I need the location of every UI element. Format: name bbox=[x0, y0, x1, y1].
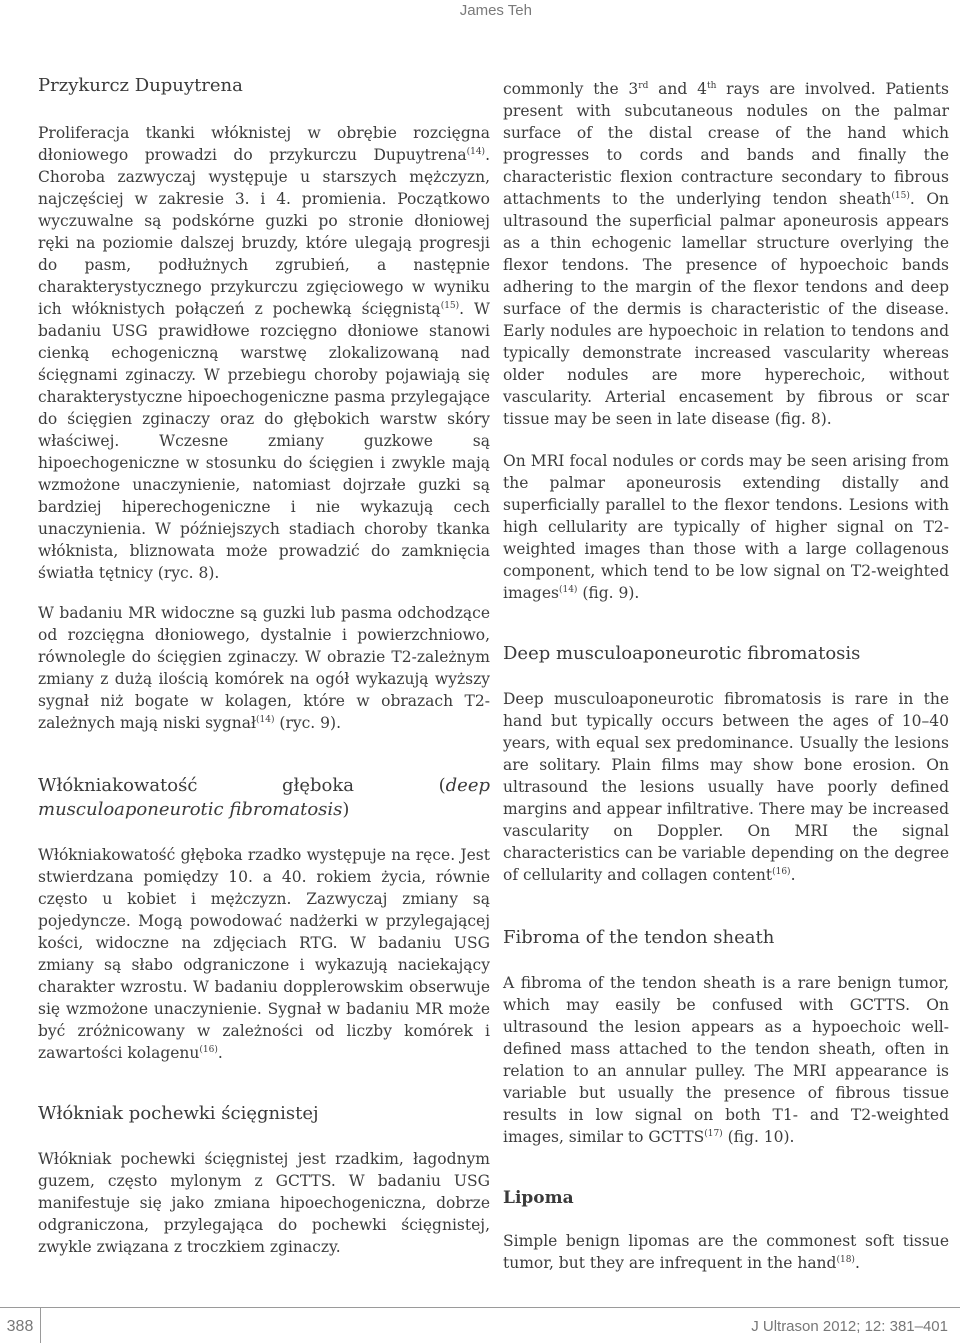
running-header bbox=[0, 0, 960, 24]
paragraph: A fibroma of the tendon sheath is a rare benign tumor, which may easily be confused with GCTTS. On ultrasound the lesion appears as a hypoechoic well-defined mass attached to the tendon sheath, often in relation to an annular pulley. The MRI appearance is variable but usually the presence of fibrous tissue results in low signal on both T1- and T2-weighted images, similar to GCTTS$^{(17)}$ (fig. 10). bbox=[503, 974, 949, 1146]
journal-citation: J Ultrason 2012; 12: 381–401 bbox=[751, 1318, 948, 1335]
paragraph: Włókniak pochewki ścięgnistej jest rzadkim, łagodnym guzem, często mylonym z GCTTS. W badaniu USG manifestuje się jako zmiana hipoechogeniczna, dobrze odgraniczona, przylegająca do pochewki ścięgnistej, zwykle związana z troczkiem zginaczy. bbox=[38, 1150, 490, 1256]
section-title-lipoma: Lipoma bbox=[503, 1188, 574, 1208]
paragraph: Włókniakowatość głęboka rzadko występuje na ręce. Jest stwierdzana pomiędzy 10. a 40. rokiem życia, równie często u kobiet i mężczyzn. Zazwyczaj zmiany są pojedyncze. Mogą powodować nadżerki w przylegającej kości, widoczne na zdjęciach RTG. W badaniu USG zmiany są słabo odgraniczone i wykazują naciekający charakter wzrostu. W badaniu dopplerowskim obserwuje się wzmożone unaczynienie. Sygnał w badaniu MR może być zróżnicowany w zależności od liczby komórek i zawartości kolagenu$^{(16)}$. bbox=[38, 846, 490, 1062]
left-column bbox=[38, 74, 490, 1272]
paragraph: On MRI focal nodules or cords may be seen arising from the palmar aponeurosis extending distally and superficially parallel to the flexor tendons. Lesions with high cellularity are typically of higher signal on T2-weighted images than those with a large collagenous component, which tend to be low signal on T2-weighted images$^{(14)}$ (fig. 9). bbox=[503, 452, 949, 602]
section-title-tendon-sheath-fibroma-en: Fibroma of the tendon sheath bbox=[503, 927, 775, 948]
right-column bbox=[503, 78, 949, 1288]
paragraph: commonly the 3rd and 4th rays are involved. Patients present with subcutaneous nodules on the palmar surface of the distal crease of the hand which progresses to cords and bands and finally the characteristic flexion contracture secondary to fibrous attachments to the underlying tendon sheath$^{(15)}$. On ultrasound the superficial palmar aponeurosis appears as a thin echogenic lamellar structure overlying the flexor tendons. The presence of hypoechoic bands adhering to the margin of the flexor tendons and deep surface of the dermis is characteristic of the disease. Early nodules are hypoechoic in relation to tendons and typically demonstrate increased vascularity whereas older nodules are more hyperechoic, without vascularity. Arterial encasement by fibrous or scar tissue may be seen in late disease (fig. 8). bbox=[503, 80, 950, 428]
page-number: 388 bbox=[6, 1318, 34, 1335]
section-title-deep-fibromatosis-en: Deep musculoaponeurotic fibromatosis bbox=[503, 643, 861, 664]
paragraph: Simple benign lipomas are the commonest soft tissue tumor, but they are infrequent in the hand$^{(18)}$. bbox=[503, 1232, 949, 1272]
header-author: James Teh bbox=[459, 2, 532, 19]
paragraph: Proliferacja tkanki włóknistej w obrębie rozcięgna dłoniowego prowadzi do przykurczu Dupuytrena$^{(14)}$. Choroba zazwyczaj występuje u starszych mężczyzn, najczęściej w zakresie 3. i 4. promienia. Początkowo wyczuwalne są podskórne guzki po stronie dłoniowej ręki na poziomie dalszej bruzdy, które ulegają progresji do pasm, podłużnych zgrubień, a następnie charakterystycznego przykurczu zgięciowego w wyniku ich włóknistych połączeń z pochewką ścięgnistą$^{(15)}$. W badaniu USG prawidłowe rozcięgno dłoniowe stanowi cienką echogeniczną warstwę zlokalizowaną nad ścięgnami zginaczy. W przebiegu choroby pojawiają się charakterystyczne hipoechogeniczne pasma przylegające do ścięgien zginaczy oraz do głębokich warstw skóry właściwej. Wczesne zmiany guzkowe są hipoechogeniczne w stosunku do ścięgien i zwykle mają wzmożone unaczynienie, natomiast dojrzałe guzki są bardziej hiperechogeniczne i nie wykazują cech unaczynienia. W późniejszych stadiach choroby tkanka włóknista, bliznowata może prowadzić do zamknięcia światła tętnicy (ryc. 8). bbox=[38, 124, 490, 582]
paragraph: W badaniu MR widoczne są guzki lub pasma odchodzące od rozcięgna dłoniowego, dystalnie i powierzchniowo, równolegle do ścięgien zginaczy. W obrazie T2-zależnym zmiany z dużą ilością komórek na ogół wykazują wyższy sygnał niż bogate w kolagen, które w obrazach T2-zależnych mają niski sygnał$^{(14)}$ (ryc. 9). bbox=[38, 604, 490, 732]
footer-divider bbox=[0, 1307, 960, 1308]
section-title-deep-fibromatosis: Włókniakowatość głęboka (deep musculoaponeurotic fibromatosis) bbox=[38, 775, 490, 820]
section-title-dupuytren: Przykurcz Dupuytrena bbox=[38, 75, 243, 96]
paragraph: Deep musculoaponeurotic fibromatosis is rare in the hand but typically occurs between the ages of 10–40 years, with equal sex predominance. Usually the lesions are solitary. Plain films may show bone erosion. On ultrasound the lesions usually have poorly defined margins and appear infiltrative. There may be increased vascularity on Doppler. On MRI the signal characteristics can be variable depending on the degree of cellularity and collagen content$^{(16)}$. bbox=[503, 690, 949, 884]
section-title-tendon-sheath-fibroma: Włókniak pochewki ścięgnistej bbox=[38, 1103, 319, 1124]
